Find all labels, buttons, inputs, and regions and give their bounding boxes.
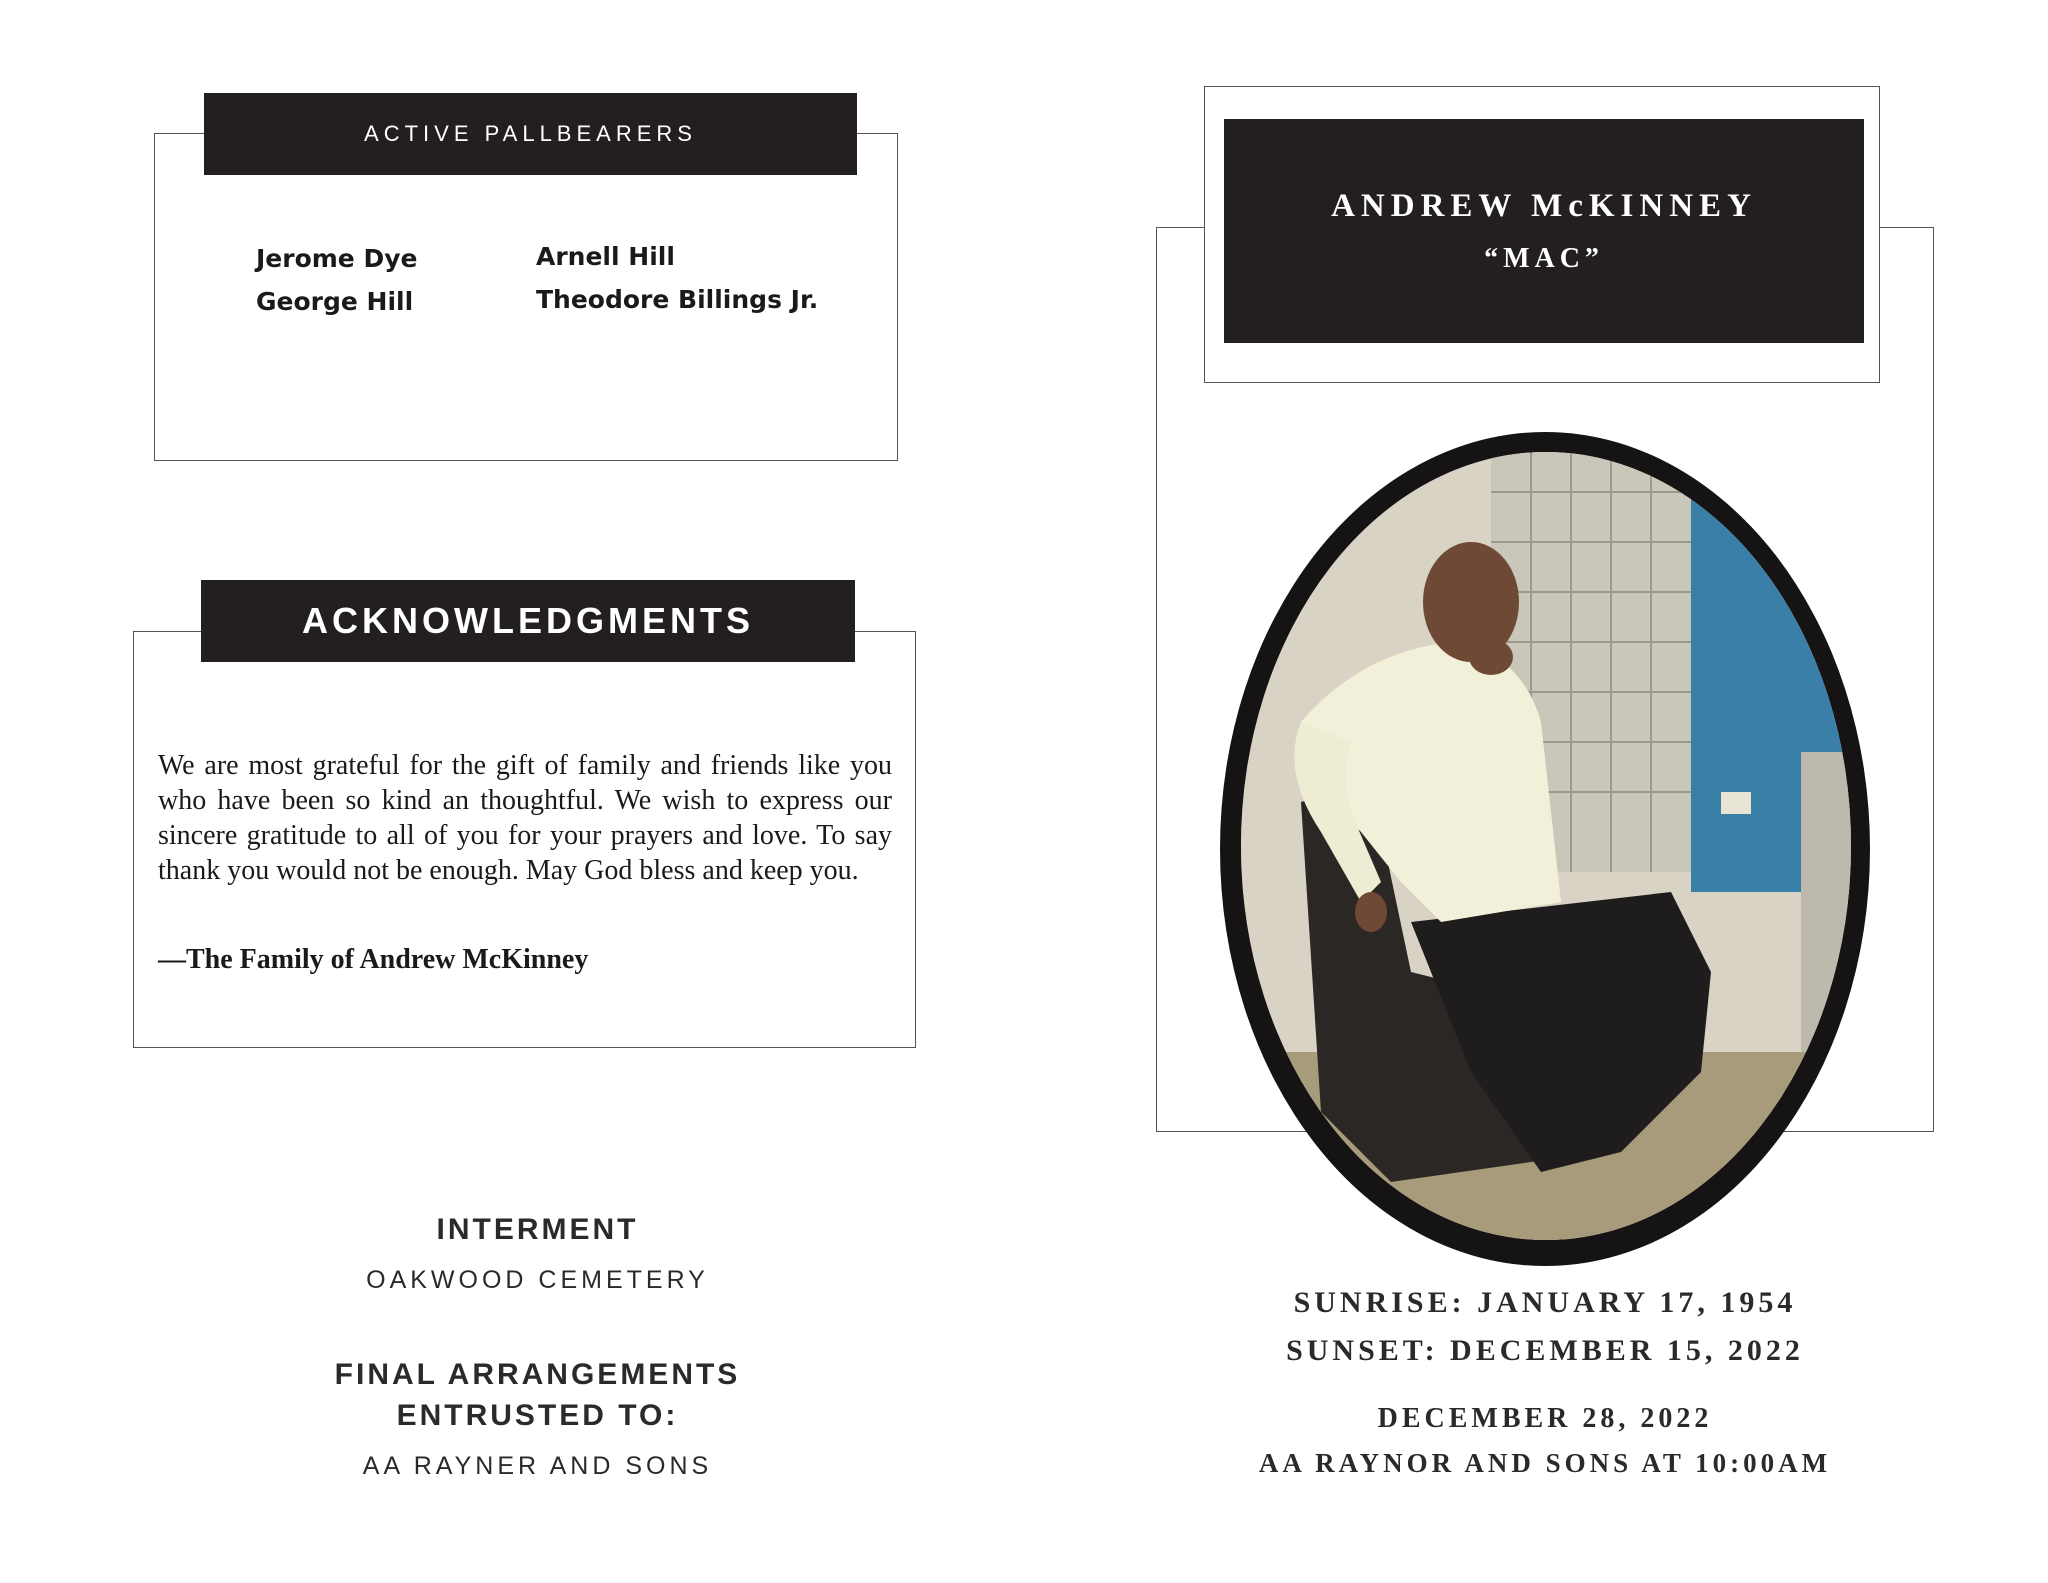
- arrangements-heading-line1: FINAL ARRANGEMENTS: [334, 1358, 741, 1391]
- portrait-photo: [1241, 452, 1851, 1240]
- service-date: DECEMBER 28, 2022: [1377, 1403, 1713, 1434]
- pallbearer-name: George Hill: [256, 287, 414, 316]
- service-place: AA RAYNOR AND SONS AT 10:00AM: [1258, 1448, 1832, 1478]
- deceased-name: ANDREW McKINNEY: [1331, 187, 1757, 224]
- name-banner: [1224, 119, 1864, 343]
- arrangements-provider: AA RAYNER AND SONS: [362, 1452, 713, 1480]
- pallbearer-name: Arnell Hill: [536, 242, 675, 271]
- deceased-nickname: “MAC”: [1484, 242, 1604, 274]
- sunset-date: SUNSET: DECEMBER 15, 2022: [1286, 1334, 1804, 1367]
- pallbearer-name: Jerome Dye: [256, 244, 418, 273]
- pallbearers-title: ACTIVE PALLBEARERS: [204, 93, 857, 175]
- acknowledgments-signature: —The Family of Andrew McKinney: [158, 944, 589, 975]
- pallbearer-name: Theodore Billings Jr.: [536, 285, 819, 314]
- interment-heading: INTERMENT: [436, 1213, 639, 1246]
- arrangements-heading-line2: ENTRUSTED TO:: [396, 1399, 679, 1432]
- acknowledgments-title: ACKNOWLEDGMENTS: [201, 580, 855, 662]
- sunrise-date: SUNRISE: JANUARY 17, 1954: [1293, 1286, 1797, 1319]
- acknowledgments-body: We are most grateful for the gift of family and friends like you who have been so kind an thoughtful. We wish to express our sincere gratitude to all of you for your prayers and love. To say thank you would not be enough. May God bless and keep you.: [158, 750, 892, 886]
- interment-place: OAKWOOD CEMETERY: [366, 1266, 709, 1294]
- portrait-illustration: [1241, 452, 1851, 1240]
